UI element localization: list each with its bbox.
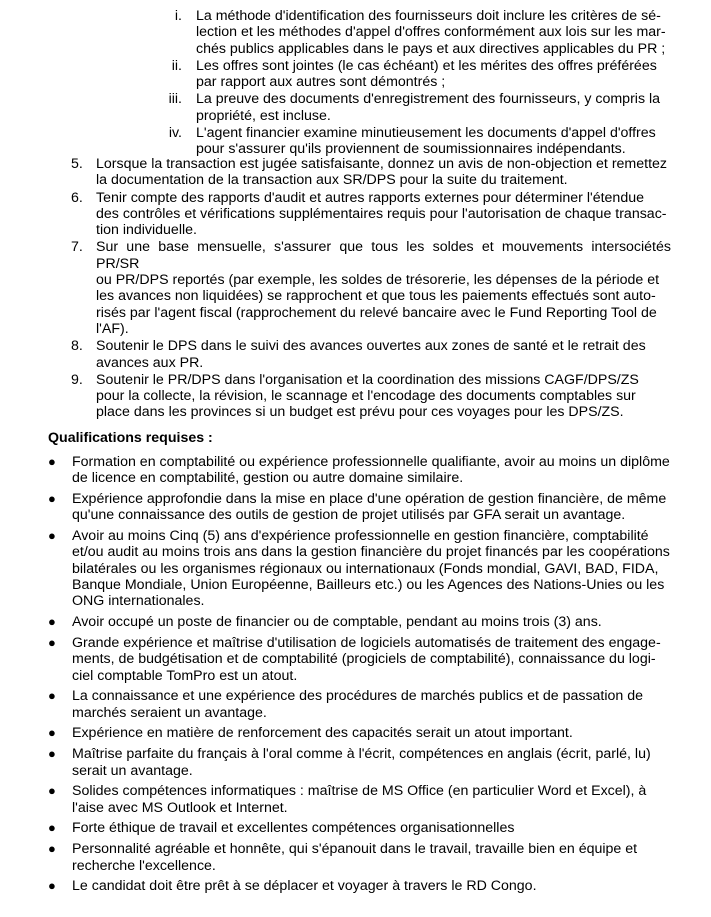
bullet-icon: ● <box>48 688 56 704</box>
text-line: La connaissance et une expérience des procédures de marchés publics et de passation de <box>72 688 644 705</box>
text-line: risés par l'agent fiscal (rapprochement du relevé bancaire avec le Fund Reporting Tool de <box>96 304 657 321</box>
qualification-item <box>0 528 711 609</box>
text-line: ou PR/DPS reportés (par exemple, les soldes de trésorerie, les dépenses de la période et <box>96 272 660 289</box>
list-marker: 9. <box>71 371 83 388</box>
text-line: propriété, est incluse. <box>196 107 331 124</box>
qualifications-heading: Qualifications requises : <box>48 430 213 446</box>
list-marker: iii. <box>168 91 182 108</box>
sub-criterion-item <box>0 58 711 91</box>
text-line: La preuve des documents d'enregistrement des fournisseurs, y compris la <box>196 91 661 108</box>
qualification-item <box>0 491 711 524</box>
qualification-item <box>0 614 711 630</box>
qualification-item <box>0 635 711 684</box>
text-line: La méthode d'identification des fournisseurs doit inclure les critères de sé- <box>196 8 661 24</box>
text-line: place dans les provinces si un budget est prévu pour ces voyages pour les DPS/ZS. <box>96 404 624 421</box>
text-line: et/ou audit au moins trois ans dans la gestion financière du projet financés par les coopérations <box>72 544 670 561</box>
responsibilities-list <box>0 156 711 422</box>
list-marker: 6. <box>71 189 83 206</box>
text-line: Personnalité agréable et honnête, qui s'épanouit dans le travail, travaille bien en équipe et <box>72 841 638 858</box>
text-line: serait un avantage. <box>72 762 193 779</box>
text-line: des contrôles et vérifications supplémentaires requis pour l'autorisation de chaque transac- <box>96 205 667 222</box>
text-line: la documentation de la transaction aux SR/DPS pour la suite du traitement. <box>96 172 568 189</box>
text-line: Les offres sont jointes (le cas échéant) et les mérites des offres préférées <box>196 57 657 74</box>
text-line: recherche l'excellence. <box>72 857 216 874</box>
bullet-icon: ● <box>48 614 56 630</box>
text-line: Forte éthique de travail et excellentes compétences organisationnelles <box>72 820 515 837</box>
bullet-icon: ● <box>48 746 56 762</box>
responsibility-item <box>0 372 711 421</box>
text-line: Soutenir le PR/DPS dans l'organisation et la coordination des missions CAGF/DPS/ZS <box>96 371 639 388</box>
bullet-icon: ● <box>48 491 56 507</box>
text-line: Le candidat doit être prêt à se déplacer et voyager à travers le RD Congo. <box>72 878 537 895</box>
qualification-item <box>0 783 711 816</box>
bullet-icon: ● <box>48 878 56 894</box>
text-line: tion individuelle. <box>96 222 197 239</box>
text-line: bilatérales ou les organismes régionaux ou internationaux (Fonds mondial, GAVI, BAD, FIDA, <box>72 560 659 577</box>
text-line: chés publics applicables dans le pays et aux directives applicables du PR ; <box>196 40 666 57</box>
text-line: Expérience approfondie dans la mise en place d'une opération de gestion financière, de même <box>72 491 667 508</box>
text-line: pour s'assurer qu'ils proviennent de soumissionnaires indépendants. <box>196 141 626 158</box>
text-line: par rapport aux autres sont démontrés ; <box>196 74 446 91</box>
list-marker: iv. <box>168 125 182 142</box>
text-line: Tenir compte des rapports d'audit et autres rapports externes pour déterminer l'étendue <box>96 189 644 206</box>
qualifications-list <box>0 454 711 899</box>
text-line: Soutenir le DPS dans le suivi des avances ouvertes aux zones de santé et le retrait des <box>96 338 646 355</box>
responsibility-item <box>0 156 711 189</box>
text-line: Avoir au moins Cinq (5) ans d'expérience professionnelle en gestion financière, comptabilité <box>72 528 649 545</box>
text-line: lection et les méthodes d'appel d'offres conformément aux lois sur les mar- <box>196 24 666 41</box>
qualification-item <box>0 820 711 836</box>
text-line: Maîtrise parfaite du français à l'oral comme à l'écrit, compétences en anglais (écrit, parlé, lu) <box>72 746 651 763</box>
qualification-item <box>0 454 711 487</box>
text-line: ciel comptable TomPro est un atout. <box>72 667 298 684</box>
list-marker: 5. <box>71 156 83 172</box>
list-marker: 7. <box>71 239 83 256</box>
qualification-item <box>0 746 711 779</box>
bullet-icon: ● <box>48 783 56 799</box>
text-line: Formation en comptabilité ou expérience professionnelle qualifiante, avoir au moins un diplôme <box>72 454 670 470</box>
text-line: Lorsque la transaction est jugée satisfaisante, donnez un avis de non-objection et remettez <box>96 156 668 172</box>
text-line: marchés seraient un avantage. <box>72 704 267 721</box>
text-line: avances aux PR. <box>96 354 204 371</box>
responsibility-item <box>0 239 711 337</box>
text-line: pour la collecte, la révision, le scannage et l'encodage des documents comptables sur <box>96 388 636 405</box>
text-line: Avoir occupé un poste de financier ou de comptable, pendant au moins trois (3) ans. <box>72 614 602 631</box>
text-line: Sur une base mensuelle, s'assurer que tous les soldes et mouvements intersociétés PR/SR <box>96 239 671 272</box>
qualification-item <box>0 725 711 741</box>
bullet-icon: ● <box>48 454 56 469</box>
text-line: l'aise avec MS Outlook et Internet. <box>72 799 288 816</box>
sub-criterion-item <box>0 91 711 124</box>
text-line: Expérience en matière de renforcement des capacités serait un atout important. <box>72 725 573 742</box>
list-marker: i. <box>174 8 182 24</box>
qualification-item <box>0 688 711 721</box>
text-line: ONG internationales. <box>72 593 205 610</box>
list-marker: ii. <box>171 57 182 74</box>
text-line: ments, de budgétisation et de comptabilité (progiciels de comptabilité), connaissance du logi- <box>72 651 656 668</box>
sub-criterion-item <box>0 125 711 158</box>
qualification-item <box>0 841 711 874</box>
text-line: les avances non liquidées) se rapprochent et que tous les paiements effectués sont auto- <box>96 288 656 305</box>
text-line: de licence en comptabilité, gestion ou autre domaine similaire. <box>72 470 464 487</box>
text-line: l'AF). <box>96 320 129 337</box>
bullet-icon: ● <box>48 820 56 836</box>
text-line: L'agent financier examine minutieusement les documents d'appel d'offres <box>196 125 656 142</box>
sub-criterion-item <box>0 8 711 57</box>
bullet-icon: ● <box>48 841 56 857</box>
bullet-icon: ● <box>48 725 56 741</box>
sub-criteria-list <box>0 8 711 159</box>
text-line: Banque Mondiale, Union Européenne, Bailleurs etc.) ou les Agences des Nations-Unies ou les <box>72 577 665 594</box>
list-marker: 8. <box>71 338 83 355</box>
text-line: Grande expérience et maîtrise d'utilisation de logiciels automatisés de traitement des engage- <box>72 634 661 651</box>
qualification-item <box>0 878 711 894</box>
bullet-icon: ● <box>48 634 56 650</box>
text-line: qu'une connaissance des outils de gestion de projet utilisés par GFA serait un avantage. <box>72 507 626 524</box>
text-line: Solides compétences informatiques : maîtrise de MS Office (en particulier Word et Excel), à <box>72 783 647 800</box>
responsibility-item <box>0 190 711 239</box>
bullet-icon: ● <box>48 528 56 544</box>
responsibility-item <box>0 338 711 371</box>
